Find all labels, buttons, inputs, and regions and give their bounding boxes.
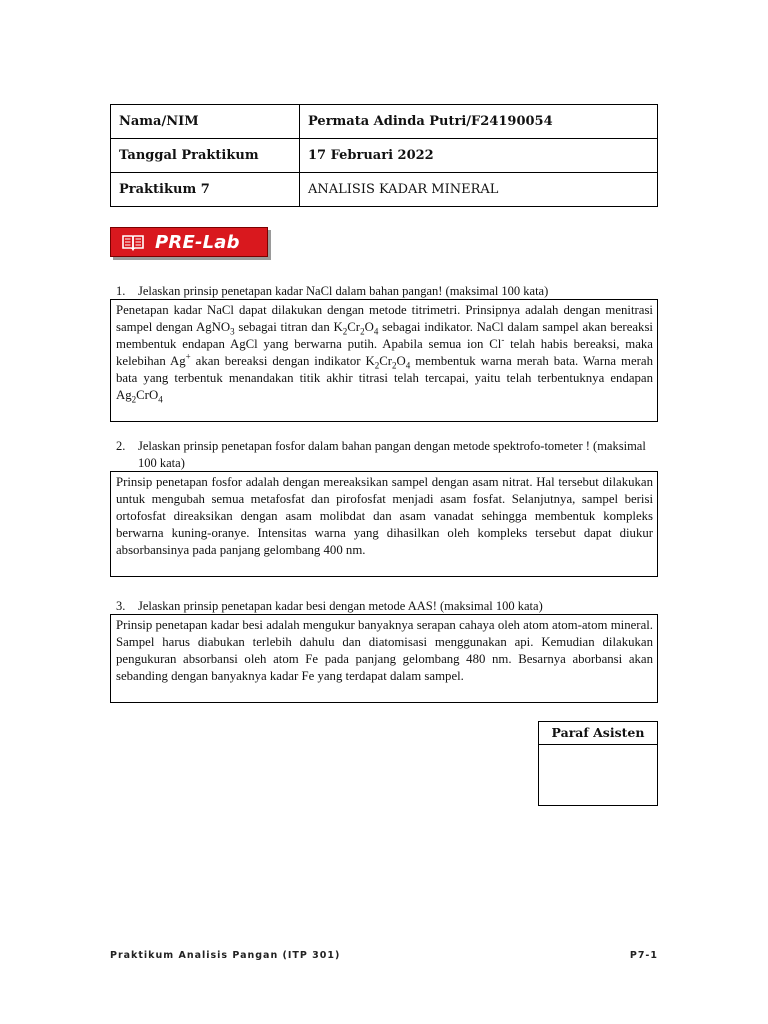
book-icon	[121, 233, 145, 251]
info-row	[111, 173, 658, 207]
prelab-label: PRE-Lab	[155, 231, 240, 253]
info-value: Permata Adinda Putri/F24190054	[300, 105, 658, 139]
info-value: ANALISIS KADAR MINERAL	[300, 173, 658, 207]
question-2	[116, 438, 660, 472]
assistant-signature-box	[538, 721, 658, 806]
info-label: Praktikum 7	[111, 173, 300, 207]
question-1	[116, 283, 660, 300]
info-row	[111, 105, 658, 139]
info-value: 17 Februari 2022	[300, 139, 658, 173]
info-label: Tanggal Praktikum	[111, 139, 300, 173]
question-text: Jelaskan prinsip penetapan fosfor dalam bahan pangan dengan metode spektrofo-tometer ! (maksimal 100 kata)	[138, 439, 646, 470]
info-label: Nama/NIM	[111, 105, 300, 139]
answer-text: Prinsip penetapan fosfor adalah dengan mereaksikan sampel dengan asam nitrat. Hal tersebut dilakukan untuk mengubah semua metafosfat dan pirofosfat menjadi asam fosfat. Selanjutnya, sampel berisi ortofosfat direaksikan dengan asam molibdat dan asam vanadat sehingga membentuk kompleks berwarna kuning-oranye. Intensitas warna yang dihasilkan oleh kompleks tersebut dapat diukur absorbansinya pada panjang gelombang 400 nm.	[116, 475, 653, 557]
signature-label: Paraf Asisten	[539, 722, 657, 745]
answer-text: Penetapan kadar NaCl dapat dilakukan dengan metode titrimetri. Prinsipnya adalah dengan menitrasi sampel dengan AgNO$_3$ sebagai titran dan $K_2Cr_2O_4$ sebagai indikator. NaCl dalam sampel akan bereaksi membentuk endapan AgCl yang berwarna putih. Apabila semua ion Cl- telah habis bereaksi, maka kelebihan Ag+ akan bereaksi dengan indikator $K_2Cr_2O_4$ membentuk warna merah bata. Warna merah bata yang terbentuk menandakan titik akhir titrasi telah tercapai, yaitu telah terbentuknya endapan $Ag_2CrO_4$	[116, 303, 653, 405]
answer-box-3	[110, 614, 658, 703]
question-text: Jelaskan prinsip penetapan kadar besi dengan metode AAS! (maksimal 100 kata)	[138, 599, 543, 613]
footer-course: Praktikum Analisis Pangan (ITP 301)	[110, 950, 341, 961]
question-number: 2.	[116, 439, 126, 453]
prelab-banner	[110, 227, 268, 257]
page-number: P7-1	[629, 950, 658, 961]
answer-box-2	[110, 471, 658, 577]
question-number: 1.	[116, 284, 126, 298]
info-row	[111, 139, 658, 173]
question-3	[116, 598, 660, 615]
question-text: Jelaskan prinsip penetapan kadar NaCl dalam bahan pangan! (maksimal 100 kata)	[138, 284, 549, 298]
page-footer	[110, 950, 658, 961]
student-info-table	[110, 104, 658, 207]
question-number: 3.	[116, 599, 126, 613]
answer-text: Prinsip penetapan kadar besi adalah mengukur banyaknya serapan cahaya oleh atom atom-atom mineral. Sampel harus diabukan terlebih dahulu dan diatomisasi menggunakan api. Kemudian dilakukan pengukuran absorbansi oleh atom Fe pada panjang gelombang 480 nm. Besarnya aborbansi akan sebanding dengan banyaknya kadar Fe yang terdapat dalam sampel.	[116, 618, 653, 683]
answer-box-1	[110, 299, 658, 422]
